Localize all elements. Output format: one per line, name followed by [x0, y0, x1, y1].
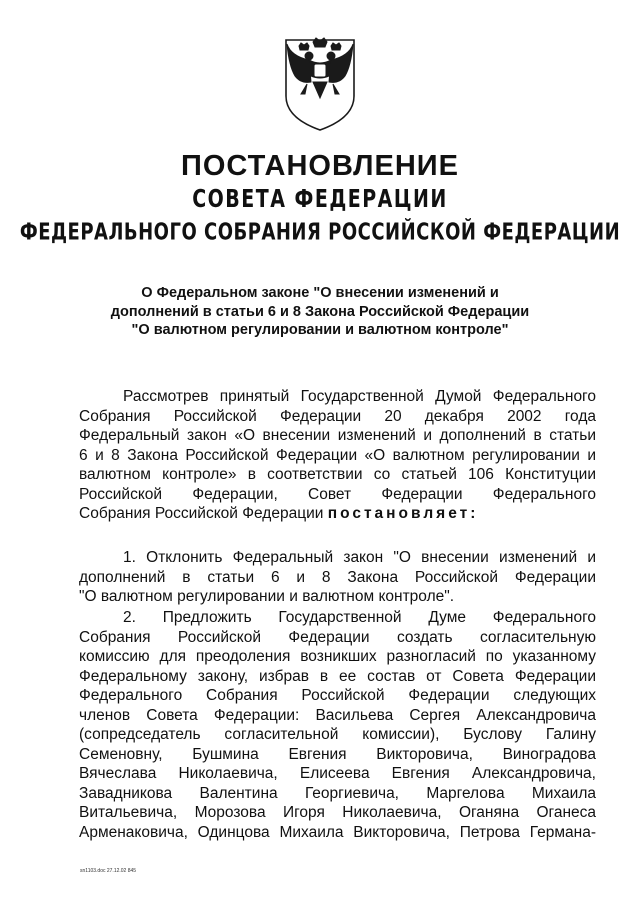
- subject-line: "О валютном регулировании и валютном контроле": [131, 322, 509, 338]
- text-line: Витальевича, Морозова Игоря Николаевича, Оганяна Оганеса: [79, 804, 596, 821]
- text-line: 6 и 8 Закона Российской Федерации «О валютном регулировании и: [79, 446, 596, 464]
- text-line: Семеновну, Бушмина Евгения Викторовича, Виноградова: [79, 745, 596, 763]
- document-title-line2: СОВЕТА ФЕДЕРАЦИИ: [192, 184, 448, 214]
- text-line: членов Совета Федерации: Васильева Сергея Александровича: [79, 706, 596, 724]
- text-line: Собрания Российской Федерации создать согласительную: [79, 628, 596, 646]
- text-line: валютном контроле» в соответствии со статьей 106 Конституции: [79, 466, 596, 483]
- text-line: Вячеслава Николаевича, Елисеева Евгения Александровича,: [79, 765, 596, 782]
- text-line: Федеральный закон «О внесении изменений и дополнений в статьи: [79, 427, 596, 444]
- paragraph-preamble: [79, 387, 596, 524]
- text-line: Арменаковича, Одинцова Михаила Викторовича, Петрова Германа-: [79, 823, 596, 841]
- file-footer: sn1103.doc 27.12.02 845: [80, 868, 137, 874]
- text-line: Федерального Собрания Российской Федерации следующих: [79, 687, 596, 704]
- text-line: (сопредседатель согласительной комиссии), Буслову Галину: [79, 726, 596, 743]
- text-line: Собрания Российской Федерации 20 декабря 2002 года: [79, 407, 596, 425]
- text-line: дополнений в статьи 6 и 8 Закона Российской Федерации: [79, 568, 596, 586]
- text-line: 2. Предложить Государственной Думе Федерального: [123, 609, 596, 626]
- paragraph-item-1: [79, 548, 596, 607]
- text-line: "О валютном регулировании и валютном контроле".: [79, 588, 455, 605]
- document-title: ПОСТАНОВЛЕНИЕ: [181, 150, 459, 182]
- text-line: 1. Отклонить Федеральный закон "О внесении изменений и: [123, 549, 596, 566]
- text-line: комиссию для преодоления возникших разногласий по указанному: [79, 648, 596, 665]
- coat-of-arms-icon: [283, 36, 357, 132]
- paragraph-item-2: [79, 608, 596, 842]
- text-line: [79, 504, 596, 524]
- text-line: Федеральному закону, избрав в ее состав от Совета Федерации: [79, 667, 596, 685]
- document-title-line3: ФЕДЕРАЛЬНОГО СОБРАНИЯ РОССИЙСКОЙ ФЕДЕРАЦИИ: [19, 218, 621, 247]
- document-subject: [90, 284, 550, 340]
- subject-line: О Федеральном законе "О внесении изменений и: [141, 285, 499, 301]
- text-line: Завадникова Валентина Георгиевича, Маргелова Михаила: [79, 784, 596, 802]
- resolves-word: постановляет:: [327, 505, 479, 522]
- text-fragment: Собрания Российской Федерации: [79, 505, 328, 522]
- text-line: Российской Федерации, Совет Федерации Федерального: [79, 485, 596, 503]
- text-line: Рассмотрев принятый Государственной Думой Федерального: [123, 388, 596, 405]
- subject-line: дополнений в статьи 6 и 8 Закона Российской Федерации: [110, 303, 530, 320]
